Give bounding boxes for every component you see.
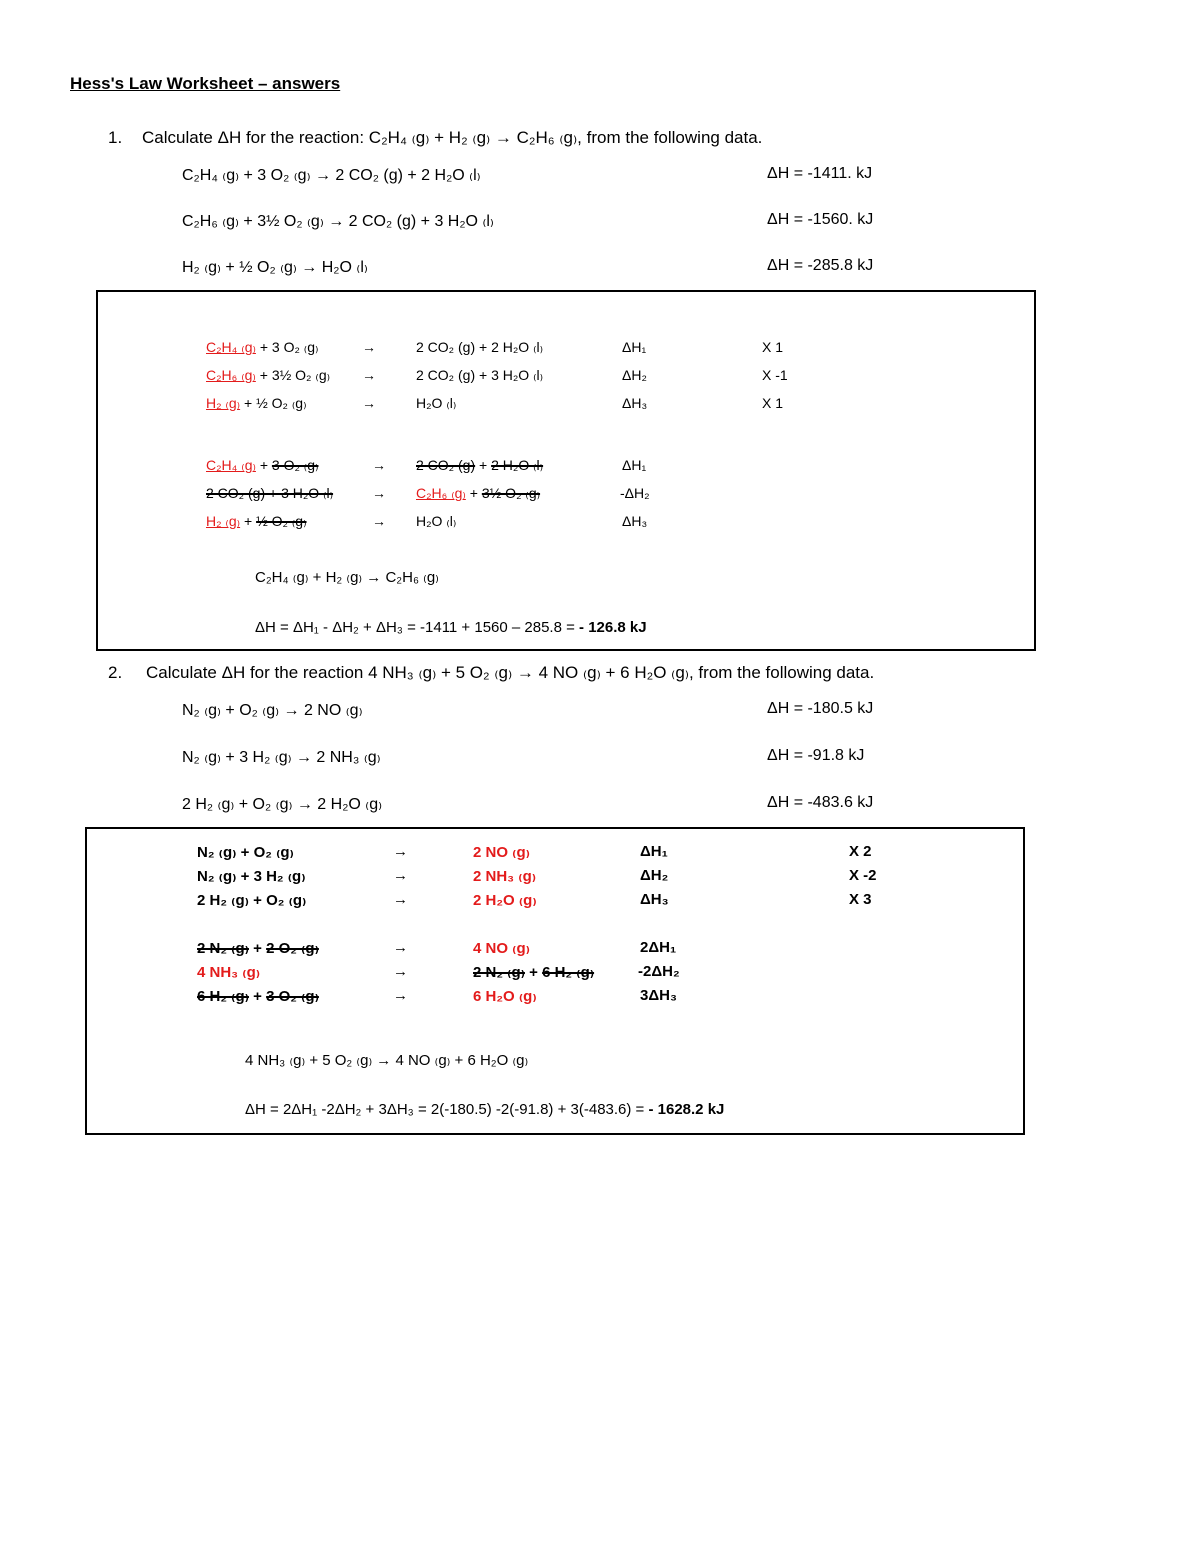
q1-t1-row3-products: H₂O ₍l₎ — [416, 395, 457, 411]
q1-t2-row1-products: 2 CO₂ (g) + 2 H₂O ₍l₎ — [416, 457, 544, 473]
q2-t1-row2-products: 2 NH₃ ₍g₎ — [473, 868, 537, 885]
q1-given-dh-3: ΔH = -285.8 kJ — [767, 257, 874, 274]
q1-final-answer: - 126.8 kJ — [579, 619, 647, 636]
q1-answer-box — [96, 290, 1036, 651]
page-title: Hess's Law Worksheet – answers — [70, 74, 341, 93]
q2-t2-row1-reactants: 2 N₂ ₍g₎ + 2 O₂ ₍g₎ — [197, 940, 319, 957]
q2-t1-row2-multiplier: X -2 — [849, 867, 877, 884]
q2-t1-row3-arrow: → — [393, 891, 408, 908]
q1-t1-row1-arrow: → — [362, 339, 376, 355]
q1-t2-row3-dh: ΔH₃ — [622, 513, 648, 529]
q2-t1-row3-multiplier: X 3 — [849, 891, 872, 908]
q2-t2-row3-dh: 3ΔH₃ — [640, 987, 677, 1004]
q2-t2-row1-dh: 2ΔH₁ — [640, 939, 677, 956]
q1-t2-row2-dh: -ΔH₂ — [620, 485, 650, 501]
q2-given-equation-2: N₂ ₍g₎ + 3 H₂ ₍g₎ → 2 NH₃ ₍g₎ — [182, 749, 381, 766]
q1-calculation: ΔH = ΔH₁ - ΔH₂ + ΔH₃ = -1411 + 1560 – 285.8 = - 126.8 kJ — [255, 619, 647, 636]
q2-t2-row2-reactants: 4 NH₃ ₍g₎ — [197, 964, 261, 981]
q1-t1-row2-dh: ΔH₂ — [622, 367, 647, 383]
question-1-prompt: Calculate ΔH for the reaction: C₂H₄ ₍g₎ + H₂ ₍g₎ → C₂H₆ ₍g₎, from the following data. — [142, 128, 763, 147]
q1-net-equation: C₂H₄ ₍g₎ + H₂ ₍g₎ → C₂H₆ ₍g₎ — [255, 569, 439, 586]
q2-t2-row3-products: 6 H₂O ₍g₎ — [473, 988, 537, 1005]
q2-t1-row2-reactants: N₂ ₍g₎ + 3 H₂ ₍g₎ — [197, 868, 306, 885]
q2-given-dh-2: ΔH = -91.8 kJ — [767, 747, 865, 764]
q1-t1-row1-reactants: C₂H₄ ₍g₎ + 3 O₂ ₍g₎ — [206, 339, 319, 355]
q2-t2-row1-arrow: → — [393, 939, 408, 956]
q2-t2-row2-dh: -2ΔH₂ — [638, 963, 680, 980]
q1-t1-row1-dh: ΔH₁ — [622, 339, 647, 355]
question-2-number: 2. — [108, 663, 123, 682]
q2-t1-row2-arrow: → — [393, 867, 408, 884]
q1-t2-row2-reactants: 2 CO₂ (g) + 3 H₂O ₍l₎ — [206, 485, 334, 501]
q2-t1-row3-dh: ΔH₃ — [640, 891, 669, 908]
q2-given-equation-1: N₂ ₍g₎ + O₂ ₍g₎ → 2 NO ₍g₎ — [182, 702, 363, 719]
q1-t1-row2-reactants: C₂H₆ ₍g₎ + 3½ O₂ ₍g₎ — [206, 367, 331, 383]
q1-t1-row2-multiplier: X -1 — [762, 367, 788, 383]
q2-t1-row1-multiplier: X 2 — [849, 843, 872, 860]
q1-t2-row1-dh: ΔH₁ — [622, 457, 647, 473]
q2-given-equation-3: 2 H₂ ₍g₎ + O₂ ₍g₎ → 2 H₂O ₍g₎ — [182, 796, 383, 813]
q1-t1-row3-multiplier: X 1 — [762, 395, 784, 411]
q2-t1-row1-reactants: N₂ ₍g₎ + O₂ ₍g₎ — [197, 844, 294, 861]
q2-final-answer: - 1628.2 kJ — [648, 1101, 725, 1118]
q1-t2-row1-reactants: C₂H₄ ₍g₎ + 3 O₂ ₍g₎ — [206, 457, 319, 473]
q2-t2-row3-reactants: 6 H₂ ₍g₎ + 3 O₂ ₍g₎ — [197, 988, 319, 1005]
q1-t2-row2-products: C₂H₆ ₍g₎ + 3½ O₂ ₍g₎ — [416, 485, 541, 501]
q1-t2-row3-products: H₂O ₍l₎ — [416, 513, 457, 529]
q1-t1-row3-dh: ΔH₃ — [622, 395, 648, 411]
question-1-number: 1. — [108, 128, 123, 147]
q1-given-dh-2: ΔH = -1560. kJ — [767, 211, 874, 228]
q2-t1-row3-products: 2 H₂O ₍g₎ — [473, 892, 537, 909]
q1-t1-row2-arrow: → — [362, 367, 376, 383]
q2-t1-row2-dh: ΔH₂ — [640, 867, 669, 884]
q2-calculation: ΔH = 2ΔH₁ -2ΔH₂ + 3ΔH₃ = 2(-180.5) -2(-91.8) + 3(-483.6) = - 1628.2 kJ — [245, 1101, 725, 1118]
q1-t1-row3-reactants: H₂ ₍g₎ + ½ O₂ ₍g₎ — [206, 395, 307, 411]
q2-t1-row1-products: 2 NO ₍g₎ — [473, 844, 530, 861]
q1-t2-row3-reactants: H₂ ₍g₎ + ½ O₂ ₍g₎ — [206, 513, 307, 529]
q2-t2-row2-products: 2 N₂ ₍g₎ + 6 H₂ ₍g₎ — [473, 964, 595, 981]
q2-given-dh-3: ΔH = -483.6 kJ — [767, 794, 874, 811]
q1-t2-row1-arrow: → — [372, 457, 386, 473]
q2-answer-box — [85, 827, 1025, 1135]
q1-t1-row1-products: 2 CO₂ (g) + 2 H₂O ₍l₎ — [416, 339, 544, 355]
q2-t2-row2-arrow: → — [393, 963, 408, 980]
q1-given-equation-2: C₂H₆ ₍g₎ + 3½ O₂ ₍g₎ → 2 CO₂ (g) + 3 H₂O ₍l₎ — [182, 213, 494, 230]
q1-t1-row2-products: 2 CO₂ (g) + 3 H₂O ₍l₎ — [416, 367, 544, 383]
q2-given-dh-1: ΔH = -180.5 kJ — [767, 700, 874, 717]
q2-t2-row1-products: 4 NO ₍g₎ — [473, 940, 530, 957]
q1-given-dh-1: ΔH = -1411. kJ — [767, 165, 873, 182]
q1-t1-row1-multiplier: X 1 — [762, 339, 784, 355]
q1-t2-row2-arrow: → — [372, 485, 386, 501]
q2-t1-row3-reactants: 2 H₂ ₍g₎ + O₂ ₍g₎ — [197, 892, 307, 909]
q1-t2-row3-arrow: → — [372, 513, 386, 529]
q1-given-equation-1: C₂H₄ ₍g₎ + 3 O₂ ₍g₎ → 2 CO₂ (g) + 2 H₂O ₍l₎ — [182, 167, 481, 184]
q1-t1-row3-arrow: → — [362, 395, 376, 411]
q2-t1-row1-dh: ΔH₁ — [640, 843, 668, 860]
q1-given-equation-3: H₂ ₍g₎ + ½ O₂ ₍g₎ → H₂O ₍l₎ — [182, 259, 368, 276]
question-2-prompt: Calculate ΔH for the reaction 4 NH₃ ₍g₎ + 5 O₂ ₍g₎ → 4 NO ₍g₎ + 6 H₂O ₍g₎, from the following data. — [146, 663, 875, 682]
q2-t1-row1-arrow: → — [393, 843, 408, 860]
q2-net-equation: 4 NH₃ ₍g₎ + 5 O₂ ₍g₎ → 4 NO ₍g₎ + 6 H₂O ₍g₎ — [245, 1052, 529, 1069]
q2-t2-row3-arrow: → — [393, 987, 408, 1004]
